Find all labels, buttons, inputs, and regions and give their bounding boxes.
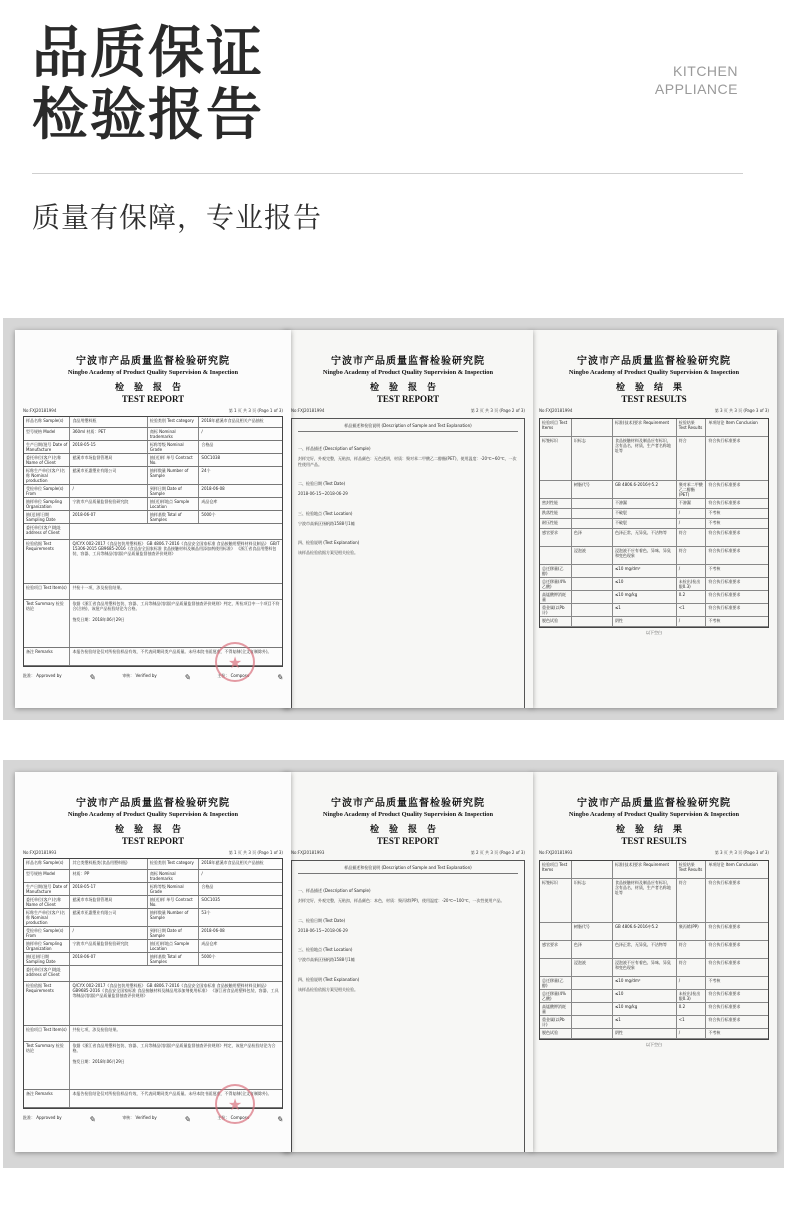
table-cell: <1 xyxy=(677,1016,707,1028)
table-cell: / xyxy=(677,1029,707,1038)
doc-title-cn: 检验结果 xyxy=(615,825,692,835)
table-cell: 符合 xyxy=(677,879,707,922)
section-heading: 三、检验地点 (Test Location) xyxy=(298,510,353,516)
table-row: 委托单位(客户)地址 address of Client xyxy=(24,524,282,540)
table-cell xyxy=(572,591,613,603)
section-heading: 四、检验说明 (Test Explanation) xyxy=(298,976,360,982)
table-cell: 食品接触材料及制品应有标识，含有品名，材质，生产者名称地址等 xyxy=(613,437,677,480)
table-cell xyxy=(572,1003,613,1015)
table-row: 受检单位 Sample(s) From / 到样日期 Date of Sample 2018-06-08 xyxy=(24,485,282,498)
table-cell: 0.2 xyxy=(677,591,707,603)
table-cell: 不考核 xyxy=(708,510,721,515)
report-meta xyxy=(539,408,769,414)
report-panel-1 xyxy=(3,318,784,720)
table-cell: / xyxy=(677,565,707,577)
end-mark: 以下空白 xyxy=(646,630,662,635)
table-cell: 重金属(以Pb计) xyxy=(540,604,572,616)
table-cell xyxy=(572,578,613,590)
page-indicator: 第 3 页 共 3 页 (Page 3 of 3) xyxy=(714,408,769,413)
table-row: 样品名称 Sample(s) 食品用塑料瓶 检验类别 Test category 2018年慈溪市食品及相关产品抽检 xyxy=(24,417,282,428)
table-row: Test Summary 检验结论 依据《浙江省食品用塑料包装、容器、工具等制品(容器)产品质量监督抽查评价规则》判定，所检项目中一个项目不符合(合格)，该批产品检验结论为合格。 签发日期：2018年06月29日 xyxy=(24,600,282,648)
table-row xyxy=(540,509,768,519)
table-cell: / xyxy=(677,617,707,626)
table-row: 委托单位(客户)名称 Name of Client 慈溪市市场监督管理局 抽(送)样 单号 Contract No. SOC1038 xyxy=(24,454,282,467)
table-cell xyxy=(572,990,613,1002)
table-row: 检验项目 Test Item(s) 共检十一项，涉及检验结果。 xyxy=(24,584,282,600)
issue-date: 签发日期：2018年06月29日 xyxy=(72,616,125,622)
table-row: 样品名称 Sample(s) 其它类塑料瓶类(食品用塑料瓶) 检验类别 Test category 2018年慈溪市食品及相关产品抽检 xyxy=(24,859,282,870)
table-row: 生产日期/批号 Date of Manufacture 2018-05-17 标称等级 Nominal Grade 合格品 xyxy=(24,883,282,896)
doc-title-en: TEST REPORT xyxy=(121,394,185,404)
table-cell: 总迁移量(乙醇) xyxy=(540,977,572,989)
table-cell: 检验项目 Test Items xyxy=(540,419,572,436)
report-meta xyxy=(23,850,283,856)
org-name-en: Ningbo Academy of Product Quality Supervision & Inspection xyxy=(322,811,494,818)
table-cell: 不渗漏 xyxy=(677,499,707,508)
org-name-cn: 宁波市产品质量监督检验研究院 xyxy=(331,356,485,367)
table-row: 委托单位(客户)名称 Name of Client 慈溪市市场监督管理局 抽(送)样 单号 Contract No. SOC1035 xyxy=(24,896,282,909)
table-cell xyxy=(572,617,613,626)
page-subtitle: 质量有保障，专业报告 xyxy=(32,201,323,234)
category-tag-line-1: KITCHEN xyxy=(673,63,738,79)
table-row xyxy=(540,941,768,959)
section-body: 2018-06-15~2018-06-29 xyxy=(298,927,348,933)
table-cell: 感官要求 xyxy=(540,529,572,546)
table-cell: <1 xyxy=(677,604,707,616)
report-explanation-page xyxy=(283,772,533,1152)
table-cell: 符合 xyxy=(677,437,707,480)
table-row: 备注 Remarks 本报告检验结论仅对所检验样品有效，不代表同期同类产品质量。未经本院书面批准，不得复制(全文复制除外)。 xyxy=(24,1090,282,1108)
report-number: No:FXJ20181993 xyxy=(23,850,57,855)
table-cell: 浸泡液 xyxy=(572,547,613,564)
section-heading: 二、检验日期 (Test Date) xyxy=(298,481,346,487)
table-cell: ≤10 mg/kg xyxy=(613,1003,677,1015)
table-row: 标称生产单位(客户)名称 Nominal production 慈溪市亚惠塑业有限公司 抽样数量 Number of Sample 53个 xyxy=(24,909,282,927)
page-title-line-2: 检验报告 xyxy=(32,83,264,148)
table-cell: 浸泡液不应有着色、异味、异臭和变色现象 xyxy=(613,959,677,976)
doc-title-en: TEST RESULTS xyxy=(621,836,687,846)
table-cell: 检验结果 Test Results xyxy=(677,419,707,436)
report-number: No:FXJ20181994 xyxy=(539,408,573,413)
report-meta xyxy=(291,850,525,856)
signature-icon: ✎ xyxy=(183,673,191,682)
header-divider xyxy=(32,173,743,174)
table-cell: ≤10 xyxy=(613,578,677,590)
table-cell: GB 4806.6-2016中5.2 xyxy=(613,481,677,498)
seal-stamp-icon: ★ xyxy=(215,642,255,682)
section-body: 2018-06-15~2018-06-29 xyxy=(298,491,348,497)
section-body: 该样品检验依据方案见相关检验。 xyxy=(298,986,358,992)
section-body: 宁波市高新区扬帆路1588号1幢 xyxy=(298,520,355,526)
section-heading: 一、样品描述 (Description of Sample) xyxy=(298,446,371,451)
report-cover-page xyxy=(15,330,291,708)
table-cell: / xyxy=(677,509,707,518)
table-cell xyxy=(540,547,572,564)
table-row xyxy=(540,990,768,1003)
table-row: 抽样单位 Sampling Organization 宁波市产品质量监督检验研究院 抽(送)样地点 Sample Location 成品仓库 xyxy=(24,940,282,953)
table-cell: 浸泡液 xyxy=(572,959,613,976)
table-row xyxy=(540,499,768,509)
doc-title-cn: 检验报告 xyxy=(369,825,446,835)
table-row xyxy=(540,1029,768,1039)
doc-title-cn: 检验报告 xyxy=(114,825,191,835)
table-cell xyxy=(572,604,613,616)
report-number: No:FXJ20181993 xyxy=(291,850,325,855)
table-row xyxy=(540,1003,768,1016)
table-cell xyxy=(540,481,572,498)
org-name-cn: 宁波市产品质量监督检验研究院 xyxy=(577,798,731,809)
table-cell: 标准(技术)要求 Requirement xyxy=(613,419,677,436)
table-cell xyxy=(572,565,613,577)
verified-by: 审核： Verified by xyxy=(122,1115,157,1120)
table-cell: 不破裂 xyxy=(613,519,677,528)
report-results-page xyxy=(531,330,777,708)
table-row xyxy=(540,1016,768,1029)
summary-text: 依据《浙江省食品用塑料包装、容器、工具等制品(容器)产品质量监督抽查评价规则》判定，所检项目中一个项目不符合(合格)，该批产品检验结论为合格。 xyxy=(72,601,280,612)
table-cell: 重金属(以Pb计) xyxy=(540,1016,572,1028)
table-row xyxy=(540,547,768,565)
table-cell: 0.2 xyxy=(677,1003,707,1015)
table-row: 抽(送)样日期 Sampling Date 2018-06-07 抽样基数 Total of Samples 5000个 xyxy=(24,511,282,524)
table-cell xyxy=(572,1029,613,1038)
table-cell: 总迁移量(4%乙酸) xyxy=(540,990,572,1002)
table-cell: / xyxy=(677,519,707,528)
doc-title-cn: 检验结果 xyxy=(615,383,692,393)
table-cell: 识标志 xyxy=(572,879,613,922)
table-cell: 色泽正常，无异臭、不洁物等 xyxy=(613,529,677,546)
table-cell: 高锰酸钾消耗量 xyxy=(540,1003,572,1015)
section-body: 封样完好，外观完整，无粘扣，样品颜色：本色，材质：聚丙烯(PP)，使用温度：-20℃~100℃，一次性使用产品。 xyxy=(298,898,505,903)
table-row xyxy=(540,578,768,591)
table-cell: ≤10 xyxy=(613,990,677,1002)
table-cell: ≤10 mg/dm² xyxy=(613,977,677,989)
table-row xyxy=(540,861,768,879)
compose-by: 主检： Compose xyxy=(217,673,250,678)
table-cell xyxy=(572,519,613,528)
table-cell: ≤1 xyxy=(613,1016,677,1028)
table-cell: 不考核 xyxy=(708,520,721,525)
table-cell: 树脂代号 xyxy=(572,481,613,498)
report-info-table xyxy=(23,416,283,667)
table-cell: ≤10 mg/dm² xyxy=(613,565,677,577)
page-indicator: 第 1 页 共 3 页 (Page 1 of 3) xyxy=(228,850,283,855)
table-cell: 浸泡液不应有着色、异味、异臭和变色现象 xyxy=(613,547,677,564)
org-name-en: Ningbo Academy of Product Quality Supervision & Inspection xyxy=(322,369,494,376)
section-heading: 三、检验地点 (Test Location) xyxy=(298,947,353,953)
table-row: 生产日期/批号 Date of Manufacture 2018-05-15 标称等级 Nominal Grade 合格品 xyxy=(24,441,282,454)
report-meta xyxy=(23,408,283,414)
table-row xyxy=(540,617,768,627)
table-row: 抽样单位 Sampling Organization 宁波市产品质量监督检验研究院 抽(送)样地点 Sample Location 成品仓库 xyxy=(24,498,282,511)
report-results-page xyxy=(531,772,777,1152)
page-indicator: 第 3 页 共 3 页 (Page 3 of 3) xyxy=(714,850,769,855)
org-name-en: Ningbo Academy of Product Quality Supervision & Inspection xyxy=(67,811,239,818)
report-meta xyxy=(539,850,769,856)
table-cell: 不考核 xyxy=(708,618,721,623)
table-cell: 单项结论 Item Conclusion xyxy=(708,420,758,425)
compose-by: 主检： Compose xyxy=(217,1115,250,1120)
table-row: 型号规格 Model 360ml 材质：PET 商标 Nominal trademarks / xyxy=(24,428,282,441)
table-cell: 总迁移量(乙醇) xyxy=(540,565,572,577)
table-cell: 单项结论 Item Conclusion xyxy=(708,862,758,867)
table-cell: ≤10 mg/kg xyxy=(613,591,677,603)
table-cell: 符合执行标准要求 xyxy=(708,500,741,505)
table-row: 检验依据 Test Requirements Q/CYX 002-2017《食品包装用塑料瓶》 GB 4806.7-2016《食品安全国家标准 食品接触用塑料材料及制品》 GB9685-2016《食品安全国家标准 食品接触材料及制品用添加剂使用标准》 《浙江省食品用塑料包装、容器、工具等制品(容器)产品质量监督抽查评价规则》 xyxy=(24,982,282,1026)
table-cell xyxy=(572,977,613,989)
table-cell: 符合执行标准要求 xyxy=(708,991,741,996)
table-cell: 标签标识 xyxy=(540,437,572,480)
table-cell: 高锰酸钾消耗量 xyxy=(540,591,572,603)
signature-icon: ✎ xyxy=(276,673,283,682)
table-cell: 树脂代号 xyxy=(572,923,613,940)
table-row: 备注 Remarks 本报告检验结论仅对所检验样品有效，不代表同期同类产品质量。未经本院书面批准，不得复制(全文复制除外)。 xyxy=(24,648,282,666)
table-row: Test Summary 检验结论 依据《浙江省食品用塑料包装、容器、工具等制品(容器)产品质量监督抽查评价规则》判定，该批产品检验结论为合格。 签发日期：2018年06月29日 xyxy=(24,1042,282,1090)
table-cell: 标签标识 xyxy=(540,879,572,922)
signature-icon: ✎ xyxy=(276,1115,283,1124)
section-heading: 四、检验说明 (Test Explanation) xyxy=(298,540,360,546)
table-cell: 色泽正常，无异臭、不洁物等 xyxy=(613,941,677,958)
table-cell: 标准(技术)要求 Requirement xyxy=(613,861,677,878)
table-cell: 耐压性能 xyxy=(540,519,572,528)
table-cell: 脱色试验 xyxy=(540,1029,572,1038)
table-cell: 色泽 xyxy=(572,529,613,546)
table-cell: 符合 xyxy=(677,529,707,546)
report-cover-page xyxy=(15,772,291,1152)
table-cell: 密封性能 xyxy=(540,499,572,508)
signature-icon: ✎ xyxy=(88,673,96,682)
table-cell: 符合执行标准要求 xyxy=(708,960,741,965)
table-cell: 符合 xyxy=(677,941,707,958)
doc-title-en: TEST REPORT xyxy=(376,394,440,404)
table-cell xyxy=(540,923,572,940)
org-name-cn: 宁波市产品质量监督检验研究院 xyxy=(331,798,485,809)
table-cell: 聚丙烯(PP) xyxy=(677,923,707,940)
table-cell: 不考核 xyxy=(708,566,721,571)
doc-title-en: TEST RESULTS xyxy=(621,394,687,404)
section-heading: 二、检验日期 (Test Date) xyxy=(298,917,346,923)
table-cell: 符合 xyxy=(677,547,707,564)
table-row xyxy=(540,529,768,547)
table-row: 检验依据 Test Requirements Q/CYX 002-2017《食品包装用塑料瓶》 GB 4806.7-2016《食品安全国家标准 食品接触用塑料材料及制品》 GB/T 15306-2015 GB9685-2016《食品安全国家标准 食品接触材料及制品用添加剂使用标准》 《浙江省食品用塑料包装、容器、工具等制品(容器)产品质量监督抽查评价规则》 xyxy=(24,540,282,584)
table-cell: 符合执行标准要求 xyxy=(708,605,741,610)
verified-by: 审核： Verified by xyxy=(122,673,157,678)
table-cell: ≤1 xyxy=(613,604,677,616)
table-cell xyxy=(572,1016,613,1028)
table-row xyxy=(540,959,768,977)
page-indicator: 第 2 页 共 3 页 (Page 2 of 3) xyxy=(470,850,525,855)
table-row xyxy=(540,604,768,617)
table-cell: 符合执行标准要求 xyxy=(708,579,741,584)
org-name-cn: 宁波市产品质量监督检验研究院 xyxy=(76,798,230,809)
table-cell: 不考核 xyxy=(708,978,721,983)
table-row: 型号规格 Model 材质：PP 商标 Nominal trademarks / xyxy=(24,870,282,883)
section-body: 该样品检验依据方案见相关检验。 xyxy=(298,550,358,556)
explanation-box xyxy=(291,860,525,1152)
table-cell: 符合执行标准要求 xyxy=(708,924,741,929)
org-name-en: Ningbo Academy of Product Quality Supervision & Inspection xyxy=(568,369,740,376)
section-body: 封样完好，外观完整，无粘扣，样品颜色：无色透明，材质：聚对苯二甲酸乙二醇酯(PET)，使用温度：-20℃~60℃，一次性使用产品。 xyxy=(298,456,517,467)
table-cell xyxy=(572,499,613,508)
table-cell: 总迁移量(4%乙酸) xyxy=(540,578,572,590)
table-cell: 检验结果 Test Results xyxy=(677,861,707,878)
signature-icon: ✎ xyxy=(88,1115,96,1124)
table-cell: 不渗漏 xyxy=(613,499,677,508)
table-cell: 符合 xyxy=(677,959,707,976)
table-cell: 检验项目 Test Items xyxy=(540,861,572,878)
end-mark: 以下空白 xyxy=(646,1042,662,1047)
table-cell: 符合执行标准要求 xyxy=(708,482,741,487)
table-cell: 阴性 xyxy=(613,1029,677,1038)
report-number: No:FXJ20181994 xyxy=(23,408,57,413)
table-cell xyxy=(572,861,613,878)
org-name-cn: 宁波市产品质量监督检验研究院 xyxy=(577,356,731,367)
results-table xyxy=(539,860,769,1040)
explanation-title: 样品描述和检验说明 (Description of Sample and Test Explanation) xyxy=(298,423,518,432)
report-number: No:FXJ20181993 xyxy=(539,850,573,855)
table-cell: 符合执行标准要求 xyxy=(708,438,741,443)
page-indicator: 第 2 页 共 3 页 (Page 2 of 3) xyxy=(470,408,525,413)
section-body: 宁波市高新区扬帆路1588号1幢 xyxy=(298,957,355,963)
doc-title-cn: 检验报告 xyxy=(369,383,446,393)
table-row xyxy=(540,591,768,604)
table-row xyxy=(540,923,768,941)
table-cell xyxy=(572,509,613,518)
report-number: No:FXJ20181994 xyxy=(291,408,325,413)
table-cell: 符合执行标准要求 xyxy=(708,548,741,553)
table-cell: 符合执行标准要求 xyxy=(708,530,741,535)
table-cell: 未检出(检出限0.3) xyxy=(677,578,707,590)
table-row: 委托单位(客户)地址 address of Client xyxy=(24,966,282,982)
table-row: 标称生产单位(客户)名称 Nominal production 慈溪市亚惠塑业有限公司 抽样数量 Number of Sample 24个 xyxy=(24,467,282,485)
table-row xyxy=(540,419,768,437)
table-row xyxy=(540,977,768,990)
table-cell: 未检出(检出限0.3) xyxy=(677,990,707,1002)
table-cell: GB 4806.6-2016中5.2 xyxy=(613,923,677,940)
table-cell: 跌落性能 xyxy=(540,509,572,518)
org-name-en: Ningbo Academy of Product Quality Supervision & Inspection xyxy=(568,811,740,818)
table-row xyxy=(540,437,768,481)
approved-by: 批准： Approved by xyxy=(23,1115,62,1120)
table-row xyxy=(540,879,768,923)
explanation-title: 样品描述和检验说明 (Description of Sample and Test Explanation) xyxy=(298,865,518,874)
signature-icon: ✎ xyxy=(183,1115,191,1124)
table-cell xyxy=(540,959,572,976)
table-row: 检验项目 Test Item(s) 共检七项，涉及检验结果。 xyxy=(24,1026,282,1042)
table-cell: 符合执行标准要求 xyxy=(708,1004,741,1009)
doc-title-en: TEST REPORT xyxy=(121,836,185,846)
issue-date: 签发日期：2018年06月29日 xyxy=(72,1058,125,1064)
page-indicator: 第 1 页 共 3 页 (Page 1 of 3) xyxy=(228,408,283,413)
table-row: 受检单位 Sample(s) From / 到样日期 Date of Sample 2018-06-08 xyxy=(24,927,282,940)
org-name-cn: 宁波市产品质量监督检验研究院 xyxy=(76,356,230,367)
results-table xyxy=(539,418,769,628)
table-cell: 识标志 xyxy=(572,437,613,480)
doc-title-en: TEST REPORT xyxy=(376,836,440,846)
page-title-line-1: 品质保证 xyxy=(32,21,264,86)
table-cell: 不考核 xyxy=(708,1030,721,1035)
explanation-box xyxy=(291,418,525,708)
approved-by: 批准： Approved by xyxy=(23,673,62,678)
table-row: 抽(送)样日期 Sampling Date 2018-06-07 抽样基数 Total of Samples 5000个 xyxy=(24,953,282,966)
table-cell xyxy=(572,419,613,436)
summary-text: 依据《浙江省食品用塑料包装、容器、工具等制品(容器)产品质量监督抽查评价规则》判定，该批产品检验结论为合格。 xyxy=(72,1043,276,1054)
section-heading: 一、样品描述 (Description of Sample) xyxy=(298,888,371,893)
table-cell: 感官要求 xyxy=(540,941,572,958)
table-cell: 脱色试验 xyxy=(540,617,572,626)
table-cell: 符合执行标准要求 xyxy=(708,1017,741,1022)
table-row xyxy=(540,481,768,499)
seal-stamp-icon: ★ xyxy=(215,1084,255,1124)
report-panel-2 xyxy=(3,760,784,1168)
table-cell: 符合执行标准要求 xyxy=(708,942,741,947)
table-cell: 色泽 xyxy=(572,941,613,958)
category-tag-line-2: APPLIANCE xyxy=(654,81,738,97)
table-cell: 不破裂 xyxy=(613,509,677,518)
table-cell: 符合执行标准要求 xyxy=(708,592,741,597)
table-cell: 符合执行标准要求 xyxy=(708,880,741,885)
doc-title-cn: 检验报告 xyxy=(114,383,191,393)
report-info-table xyxy=(23,858,283,1109)
org-name-en: Ningbo Academy of Product Quality Supervision & Inspection xyxy=(67,369,239,376)
table-cell: 食品接触材料及制品应有标识，含有品名，材质，生产者名称地址等 xyxy=(613,879,677,922)
table-cell: 聚对苯二甲酸乙二醇酯(PET) xyxy=(677,481,707,498)
table-row xyxy=(540,565,768,578)
table-cell: / xyxy=(677,977,707,989)
table-cell: 阴性 xyxy=(613,617,677,626)
report-explanation-page xyxy=(283,330,533,708)
table-row xyxy=(540,519,768,529)
report-meta xyxy=(291,408,525,414)
